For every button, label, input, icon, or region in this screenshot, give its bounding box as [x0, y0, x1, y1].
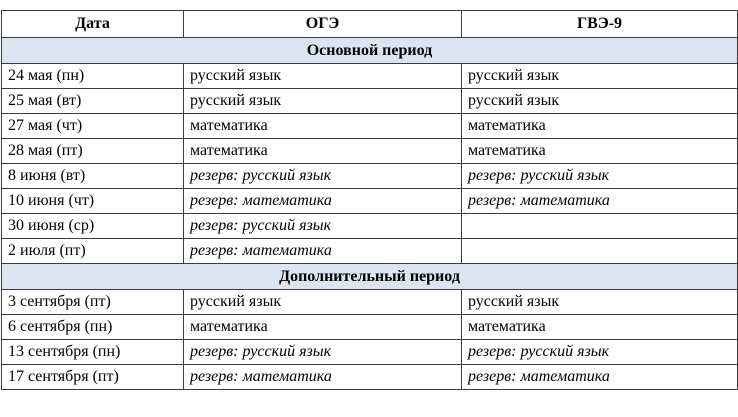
cell-date: 2 июля (пт)	[2, 239, 184, 264]
period-header-row	[2, 38, 738, 64]
cell-gve: резерв: русский язык	[462, 340, 738, 365]
cell-date: 30 июня (ср)	[2, 214, 184, 239]
table-row	[2, 114, 738, 139]
cell-gve	[462, 239, 738, 264]
cell-oge: математика	[184, 315, 462, 340]
cell-oge: резерв: русский язык	[184, 214, 462, 239]
table-row	[2, 164, 738, 189]
table-row	[2, 89, 738, 114]
cell-date: 8 июня (вт)	[2, 164, 184, 189]
cell-oge: русский язык	[184, 89, 462, 114]
column-header-date: Дата	[2, 11, 184, 38]
cell-gve: русский язык	[462, 290, 738, 315]
cell-oge: русский язык	[184, 290, 462, 315]
cell-gve: резерв: русский язык	[462, 164, 738, 189]
cell-date: 3 сентября (пт)	[2, 290, 184, 315]
cell-date: 28 мая (пт)	[2, 139, 184, 164]
cell-oge: резерв: математика	[184, 365, 462, 390]
table-row	[2, 189, 738, 214]
cell-gve: математика	[462, 315, 738, 340]
cell-date: 24 мая (пн)	[2, 64, 184, 89]
cell-gve: резерв: математика	[462, 189, 738, 214]
cell-date: 13 сентября (пн)	[2, 340, 184, 365]
cell-date: 6 сентября (пн)	[2, 315, 184, 340]
table-row	[2, 139, 738, 164]
cell-gve: русский язык	[462, 64, 738, 89]
column-header-gve: ГВЭ-9	[462, 11, 738, 38]
cell-date: 10 июня (чт)	[2, 189, 184, 214]
cell-gve: математика	[462, 114, 738, 139]
cell-oge: резерв: русский язык	[184, 164, 462, 189]
column-header-oge: ОГЭ	[184, 11, 462, 38]
cell-date: 25 мая (вт)	[2, 89, 184, 114]
table-row	[2, 340, 738, 365]
cell-gve: русский язык	[462, 89, 738, 114]
cell-oge: резерв: математика	[184, 239, 462, 264]
exam-schedule-table	[1, 10, 738, 390]
cell-oge: математика	[184, 139, 462, 164]
cell-oge: резерв: математика	[184, 189, 462, 214]
cell-oge: русский язык	[184, 64, 462, 89]
cell-oge: резерв: русский язык	[184, 340, 462, 365]
cell-gve	[462, 214, 738, 239]
table-row	[2, 239, 738, 264]
header-row	[2, 11, 738, 38]
table-row	[2, 290, 738, 315]
table-row	[2, 64, 738, 89]
cell-gve: резерв: математика	[462, 365, 738, 390]
period-header-row	[2, 264, 738, 290]
period-title: Дополнительный период	[2, 264, 738, 290]
period-title: Основной период	[2, 38, 738, 64]
cell-date: 27 мая (чт)	[2, 114, 184, 139]
table-row	[2, 214, 738, 239]
cell-gve: математика	[462, 139, 738, 164]
schedule-body	[2, 38, 738, 390]
table-row	[2, 315, 738, 340]
cell-oge: математика	[184, 114, 462, 139]
cell-date: 17 сентября (пт)	[2, 365, 184, 390]
table-row	[2, 365, 738, 390]
